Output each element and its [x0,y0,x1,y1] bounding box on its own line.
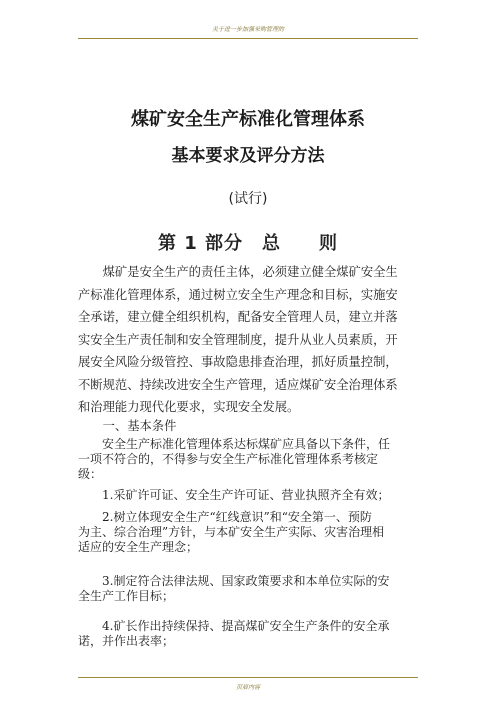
document-title: 煤矿安全生产标准化管理体系 [131,109,365,130]
text-line: 1.采矿许可证、安全生产许可证、营业执照齐全有效； [78,488,390,502]
section-heading [78,418,420,434]
header-divider [78,38,418,39]
text-line: 适应的安全生产理念； [78,539,199,554]
section-paragraph [78,437,420,481]
condition-item-4 [78,619,420,649]
text-line: 不断规范、持续改进安全生产管理，适应煤矿安全治理体系 [78,377,398,392]
trial-note: (试行) [228,191,268,207]
text-line: 全承诺，建立健全组织机构，配备安全管理人员，建立并落 [78,310,398,324]
text-line: 一项不符合的，不得参与安全生产标准化管理体系考核定 [78,451,379,466]
page-footer: 页眉内容 [235,684,260,691]
section-title: 一、基本条件 [78,419,177,433]
text-line: 和治理能力现代化要求，实现安全发展。 [78,400,300,414]
document-subtitle: 基本要求及评分方法 [171,146,325,166]
text-line: 2.树立体现安全生产“红线意识”和“安全第一、预防 [78,510,372,524]
text-line: 4.矿长作出持续保持、提高煤矿安全生产条件的安全承 [78,619,390,633]
condition-item-3 [78,574,420,604]
intro-paragraph [78,261,420,419]
condition-item-1 [78,488,420,503]
condition-item-2 [78,510,420,554]
text-line: 产标准化管理体系，通过树立安全生产理念和目标，实施安 [78,287,398,302]
footer-divider [78,677,418,678]
text-line: 煤矿是安全生产的责任主体，必须建立健全煤矿安全生 [78,265,398,279]
part-heading: 第 1 部分 总 则 [157,233,339,254]
text-line: 诺，并作出表率； [78,633,175,648]
text-line: 级： [78,466,103,481]
text-line: 安全生产标准化管理体系达标煤矿应具备以下条件，任 [78,437,391,451]
text-line: 实安全生产责任制和安全管理制度，提升从业人员素质，开 [78,332,398,347]
text-line: 3.制定符合法律法规、国家政策要求和本单位实际的安 [78,574,390,588]
text-line: 为主、综合治理”方针，与本矿安全生产实际、灾害治理相 [78,524,385,539]
page-header: 关于进一步加强采购管理的 [211,26,284,33]
text-line: 全生产工作目标； [78,588,175,603]
text-line: 展安全风险分级管控、事故隐患排查治理，抓好质量控制， [78,355,398,369]
